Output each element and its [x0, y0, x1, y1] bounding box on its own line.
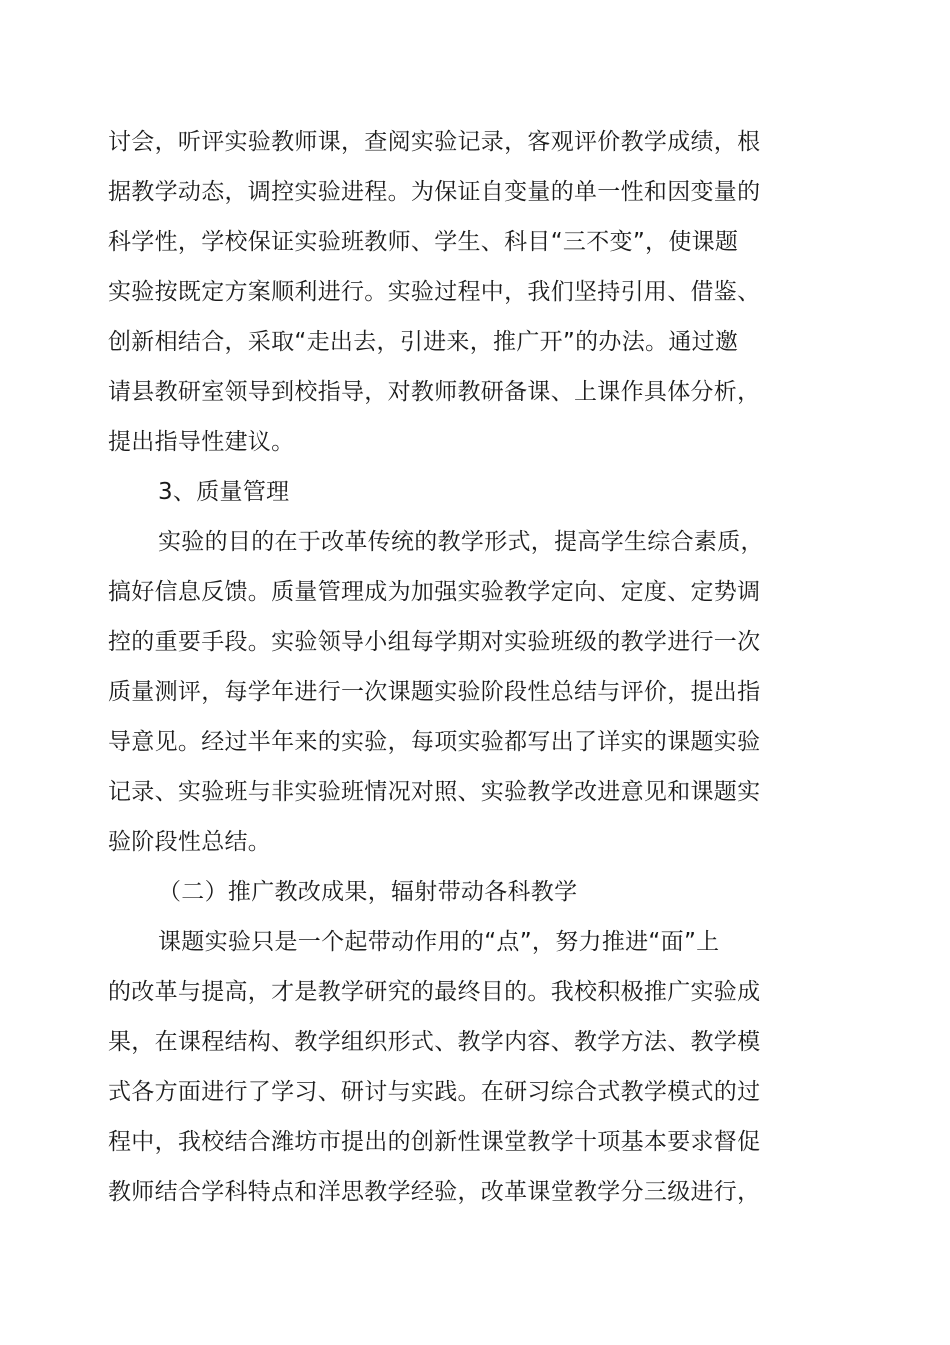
paragraph-line: 控的重要手段。实验领导小组每学期对实验班级的教学进行一次 — [108, 629, 761, 655]
paragraph-line: 课题实验只是一个起带动作用的“点”，努力推进“面”上 — [158, 929, 720, 955]
paragraph-line: 教师结合学科特点和洋思教学经验，改革课堂教学分三级进行， — [108, 1179, 761, 1205]
paragraph-line: 的改革与提高，才是教学研究的最终目的。我校积极推广实验成 — [108, 979, 761, 1005]
paragraph-line: 搞好信息反馈。质量管理成为加强实验教学定向、定度、定势调 — [108, 579, 761, 605]
paragraph-line: 创新相结合，采取“走出去，引进来，推广开”的办法。通过邀 — [108, 329, 739, 355]
paragraph-line: 式各方面进行了学习、研讨与实践。在研习综合式教学模式的过 — [108, 1079, 761, 1105]
paragraph-line: 验阶段性总结。 — [108, 829, 272, 855]
paragraph-line: 提出指导性建议。 — [108, 429, 295, 455]
paragraph-line: 实验按既定方案顺利进行。实验过程中，我们坚持引用、借鉴、 — [108, 279, 761, 305]
section-heading: （二）推广教改成果，辐射带动各科教学 — [158, 879, 578, 905]
paragraph-line: 导意见。经过半年来的实验，每项实验都写出了详实的课题实验 — [108, 729, 761, 755]
paragraph-line: 果，在课程结构、教学组织形式、教学内容、教学方法、教学模 — [108, 1029, 761, 1055]
paragraph-line: 记录、实验班与非实验班情况对照、实验教学改进意见和课题实 — [108, 779, 761, 805]
paragraph-line: 质量测评，每学年进行一次课题实验阶段性总结与评价，提出指 — [108, 679, 761, 705]
paragraph-line: 实验的目的在于改革传统的教学形式，提高学生综合素质， — [158, 529, 764, 555]
paragraph-line: 讨会，听评实验教师课，查阅实验记录，客观评价教学成绩，根 — [108, 129, 761, 155]
paragraph-line: 据教学动态，调控实验进程。为保证自变量的单一性和因变量的 — [108, 179, 761, 205]
paragraph-line: 科学性，学校保证实验班教师、学生、科目“三不变”，使课题 — [108, 229, 739, 255]
paragraph-line: 请县教研室领导到校指导，对教师教研备课、上课作具体分析， — [108, 379, 761, 405]
section-heading: 3、质量管理 — [158, 479, 290, 505]
paragraph-line: 程中，我校结合潍坊市提出的创新性课堂教学十项基本要求督促 — [108, 1129, 761, 1155]
